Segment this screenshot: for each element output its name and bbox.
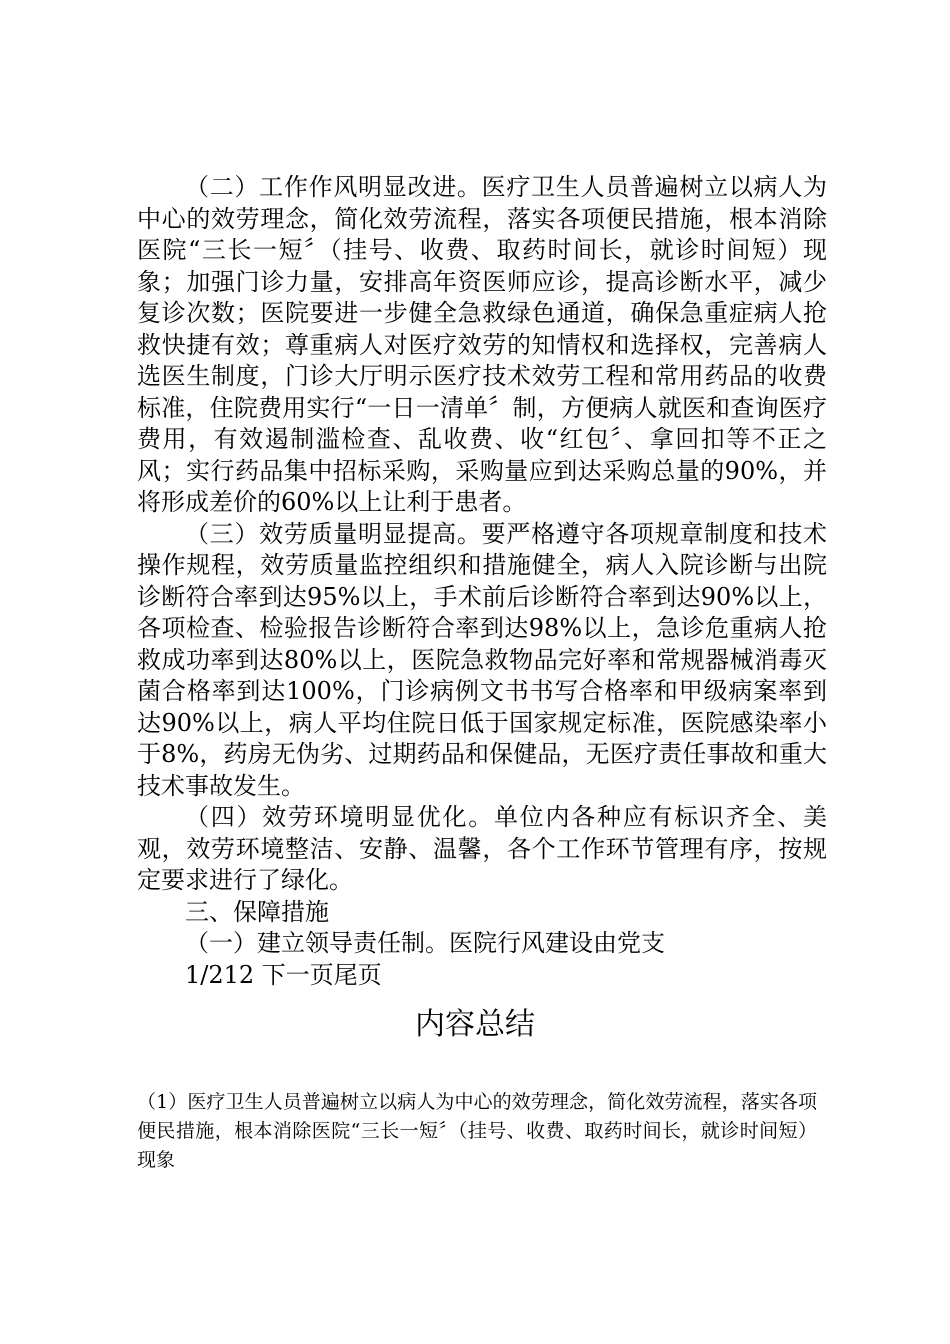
paragraph-service-quality: （三）效劳质量明显提高。要严格遵守各项规章制度和技术操作规程，效劳质量监控组织和措施健全，病人入院诊断与出院诊断符合率到达95%以上，手术前后诊断符合率到达90%以上，各项检查、检验报告诊断符合率到达98%以上，急诊危重病人抢救成功率到达80%以上，医院急救物品完好率和常规器械消毒灭菌合格率到达100%，门诊病例文书书写合格率和甲级病案率到达90%以上，病人平均住院日低于国家规定标准，医院感染率小于8%，药房无伪劣、过期药品和保健品，无医疗责任事故和重大技术事故发生。 <box>137 519 827 800</box>
document-body <box>137 172 827 991</box>
paragraph-service-environment: （四）效劳环境明显优化。单位内各种应有标识齐全、美观，效劳环境整洁、安静、温馨，各个工作环节管理有序，按规定要求进行了绿化。 <box>137 803 827 894</box>
summary-paragraph: （1）医疗卫生人员普遍树立以病人为中心的效劳理念，简化效劳流程，落实各项便民措施，根本消除医院“三长一短〞（挂号、收费、取药时间长，就诊时间短）现象 <box>137 1091 817 1171</box>
page-navigation[interactable]: 1/212 下一页尾页 <box>185 960 382 989</box>
summary-title: 内容总结 <box>415 1007 535 1042</box>
summary-body <box>137 1088 817 1175</box>
section-heading-safeguards: 三、保障措施 <box>185 897 329 926</box>
paragraph-work-style: （二）工作作风明显改进。医疗卫生人员普遍树立以病人为中心的效劳理念，简化效劳流程，落实各项便民措施，根本消除医院“三长一短〞（挂号、收费、取药时间长，就诊时间短）现象；加强门诊力量，安排高年资医师应诊，提高诊断水平，减少复诊次数；医院要进一步健全急救绿色通道，确保急重症病人抢救快捷有效；尊重病人对医疗效劳的知情权和选择权，完善病人选医生制度，门诊大厅明示医疗技术效劳工程和常用药品的收费标准，住院费用实行“一日一清单〞制，方便病人就医和查询医疗费用，有效遏制滥检查、乱收费、收“红包〞、拿回扣等不正之风；实行药品集中招标采购，采购量应到达采购总量的90%，并将形成差价的60%以上让利于患者。 <box>137 173 827 516</box>
paragraph-leadership-responsibility: （一）建立领导责任制。医院行风建设由党支 <box>185 929 665 957</box>
